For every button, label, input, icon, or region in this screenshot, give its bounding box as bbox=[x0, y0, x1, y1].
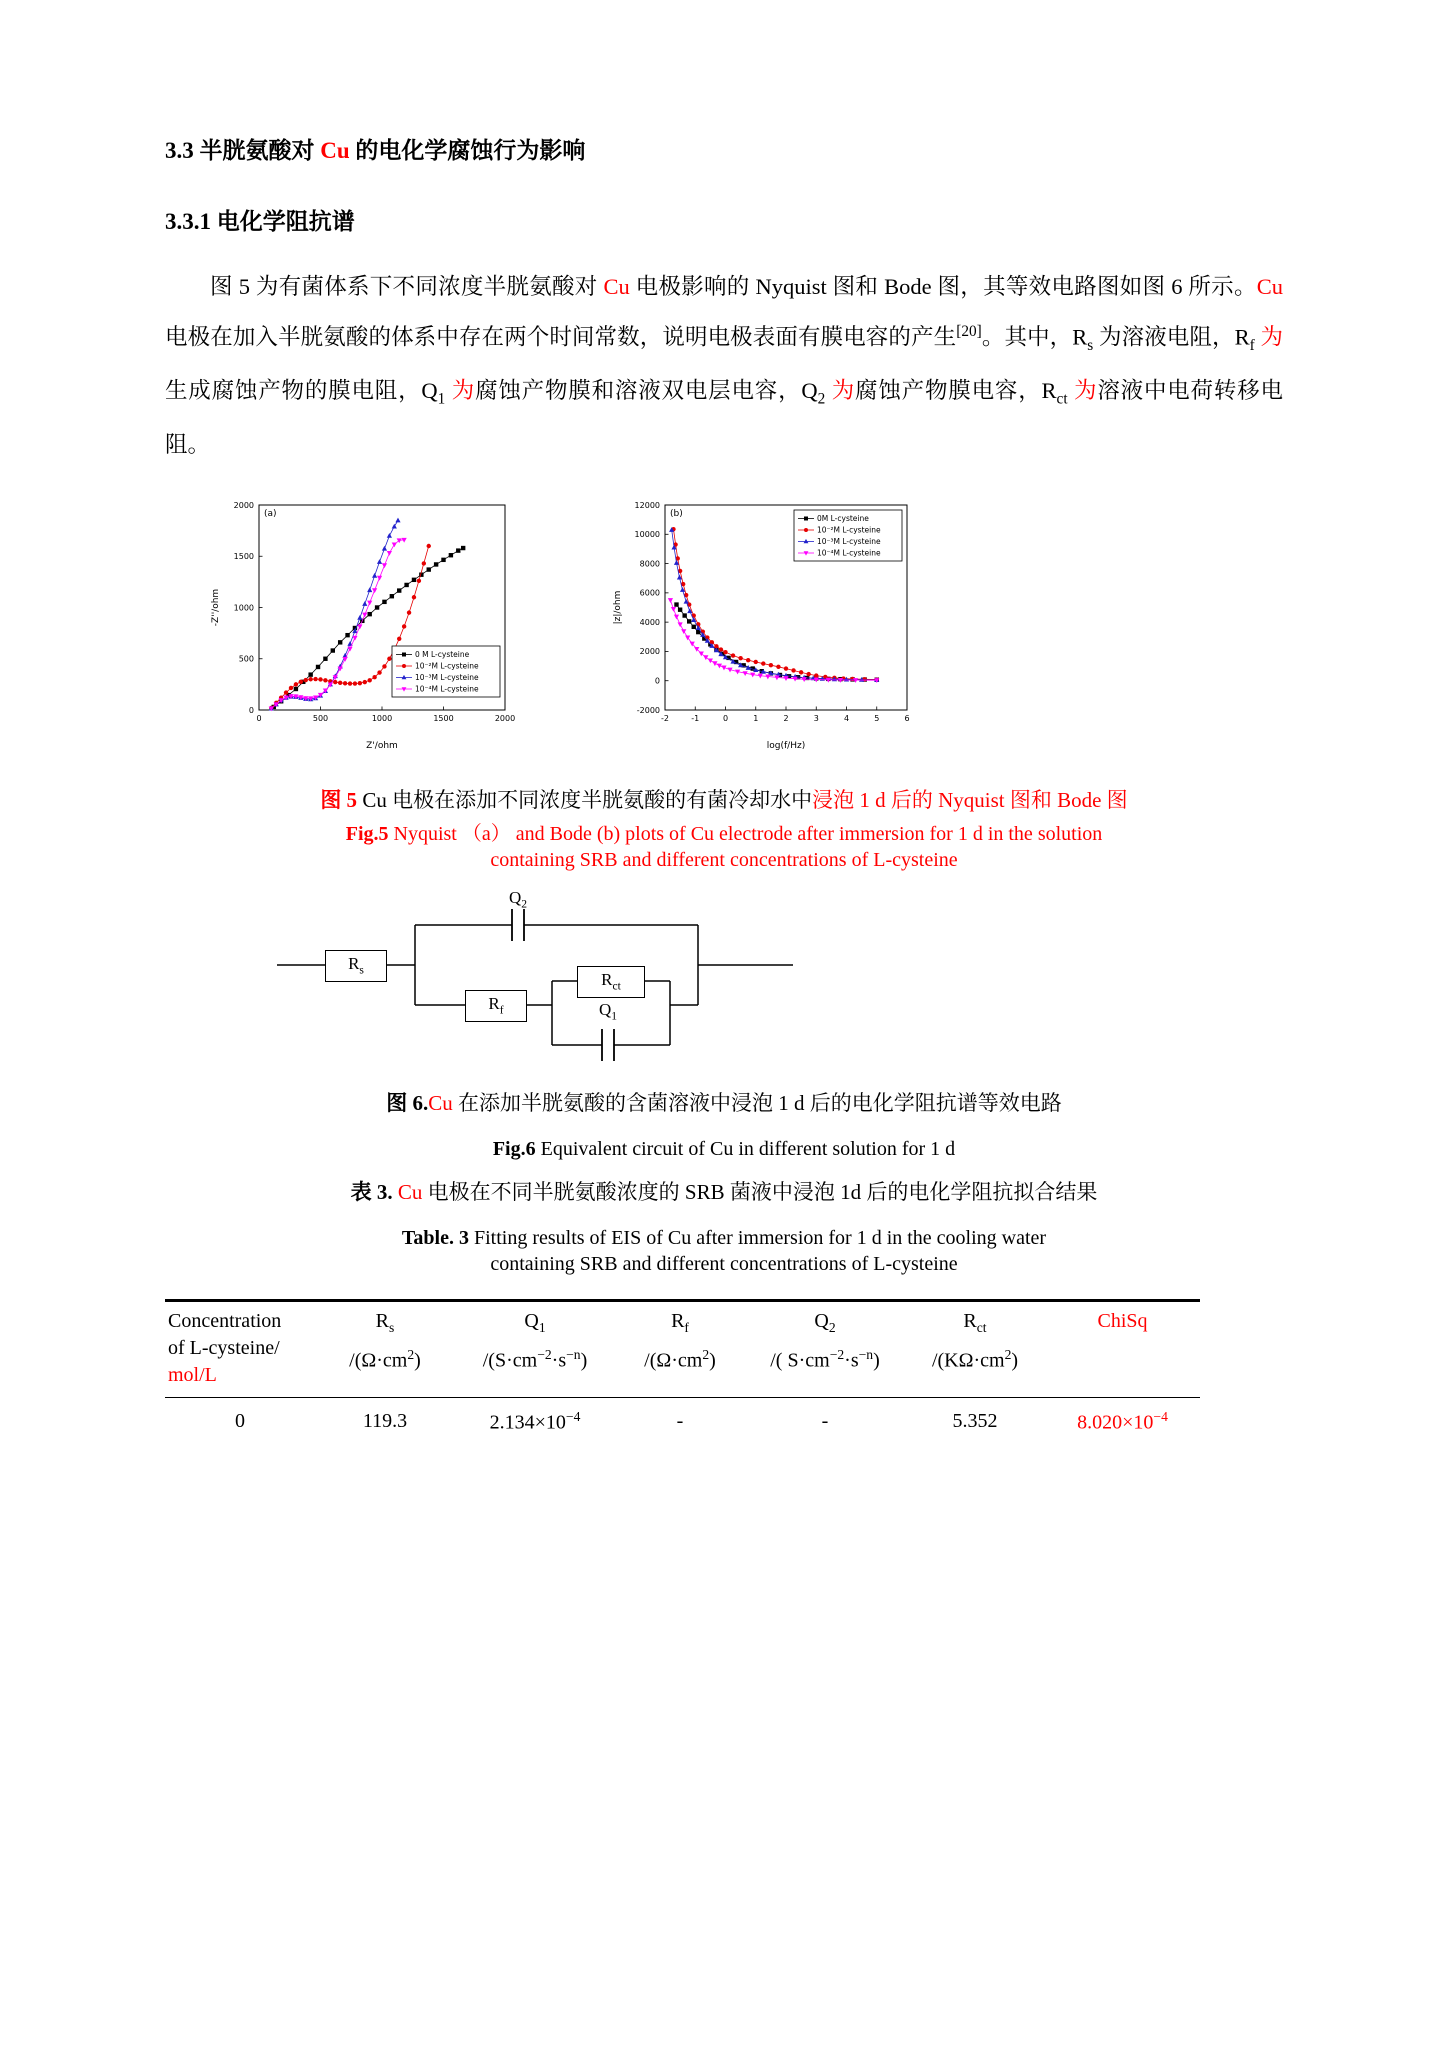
svg-text:1500: 1500 bbox=[433, 713, 454, 723]
svg-text:(a): (a) bbox=[264, 508, 277, 519]
eis-table-cell-col6: $8.020\times 10^{-4}$ bbox=[1077, 1408, 1168, 1434]
svg-text:0: 0 bbox=[248, 705, 254, 715]
eis-table-cell-col2: $2.134\times 10^{-4}$ bbox=[489, 1408, 581, 1434]
section-heading-3-3-1: 3.3.1 电化学阻抗谱 bbox=[165, 209, 355, 234]
q1-capacitor-label: $Q_1$ bbox=[598, 999, 618, 1022]
bode-chart-svg bbox=[609, 493, 919, 754]
svg-text:|z|/ohm: |z|/ohm bbox=[613, 590, 623, 624]
svg-text:500: 500 bbox=[238, 654, 254, 664]
table3-caption-en-line2: containing SRB and different concentrations of L-cysteine bbox=[490, 1252, 958, 1275]
section-heading-3-3: 3.3 半胱氨酸对 Cu 的电化学腐蚀行为影响 bbox=[165, 138, 586, 163]
svg-text:-Z''/ohm: -Z''/ohm bbox=[211, 588, 221, 626]
svg-text:6: 6 bbox=[904, 713, 910, 723]
figure6-caption-en: Fig.6 Equivalent circuit of Cu in different solution for 1 d bbox=[492, 1137, 956, 1160]
eis-table-header-col3: $R_f$ $/(\Omega\cdot cm^2)$ bbox=[615, 1300, 745, 1397]
svg-text:10⁻⁴M L-cysteine: 10⁻⁴M L-cysteine bbox=[817, 548, 881, 558]
figure5-caption-en-line2: containing SRB and different concentrations of L-cysteine bbox=[490, 848, 958, 871]
svg-text:10⁻²M L-cysteine: 10⁻²M L-cysteine bbox=[817, 525, 881, 535]
body-paragraph: 图 5 为有菌体系下不同浓度半胱氨酸对 Cu 电极影响的 Nyquist 图和 Bode 图，其等效电路图如图 6 所示。Cu 电极在加入半胱氨酸的体系中存在两个时间常数，说明电极表面有膜电容的产生[20]。其中，$R_s$ 为溶液电阻，$R_f$ 为生成腐蚀产物的膜电阻，$Q_1$ 为腐蚀产物膜和溶液双电层电容，$Q_2$ 为腐蚀产物膜电容，$R_{ct}$ 为溶液中电荷转移电阻。 bbox=[165, 274, 1283, 457]
svg-text:1000: 1000 bbox=[371, 713, 393, 723]
circuit-wires-svg bbox=[265, 893, 805, 1075]
svg-text:Z'/ohm: Z'/ohm bbox=[366, 740, 398, 751]
eis-table-header-col1: $R_s$ $/(\Omega\cdot cm^2)$ bbox=[315, 1300, 455, 1397]
equivalent-circuit-diagram bbox=[265, 887, 805, 1075]
rs-label: $R_s$ bbox=[348, 954, 364, 977]
svg-text:0 M L-cysteine: 0 M L-cysteine bbox=[415, 649, 470, 659]
svg-text:2000: 2000 bbox=[494, 713, 516, 723]
svg-text:10000: 10000 bbox=[634, 529, 660, 539]
svg-text:0M L-cysteine: 0M L-cysteine bbox=[817, 513, 869, 523]
rct-label: $R_{ct}$ bbox=[601, 970, 621, 993]
svg-text:0: 0 bbox=[654, 676, 660, 686]
svg-text:6000: 6000 bbox=[639, 588, 660, 598]
svg-text:2: 2 bbox=[783, 713, 789, 723]
svg-text:10⁻⁴M L-cysteine: 10⁻⁴M L-cysteine bbox=[415, 684, 479, 694]
eis-table-header-col2: $Q_1$ $/(S\cdot cm^{-2}\cdot s^{-n})$ bbox=[455, 1300, 615, 1397]
svg-text:10⁻²M L-cysteine: 10⁻²M L-cysteine bbox=[415, 661, 479, 671]
figure6-caption-cn: 图 6.Cu 在添加半胱氨酸的含菌溶液中浸泡 1 d 后的电化学阻抗谱等效电路 bbox=[386, 1090, 1062, 1115]
eis-table-header-col4: $Q_2$ /( $S\cdot cm^{-2}\cdot s^{-n}$) bbox=[745, 1300, 905, 1397]
q2-capacitor-label: $Q_2$ bbox=[508, 887, 528, 910]
nyquist-chart-svg bbox=[207, 493, 517, 754]
svg-text:0: 0 bbox=[256, 713, 262, 723]
figure5-charts bbox=[207, 493, 1283, 754]
rs-resistor-box bbox=[325, 950, 387, 982]
svg-text:500: 500 bbox=[312, 713, 329, 723]
table3-caption-cn: 表 3. Cu 电极在不同半胱氨酸浓度的 SRB 菌液中浸泡 1d 后的电化学阻抗拟合结果 bbox=[350, 1179, 1098, 1204]
eis-table-cell-col5: 5.352 bbox=[952, 1409, 998, 1432]
svg-text:1500: 1500 bbox=[233, 551, 254, 561]
eis-table-cell-col3: - bbox=[676, 1409, 684, 1432]
svg-text:(b): (b) bbox=[670, 508, 683, 519]
figure5-caption-en-line1: Fig.5 Nyquist （a） and Bode (b) plots of Cu electrode after immersion for 1 d in the solution bbox=[345, 822, 1103, 845]
svg-text:12000: 12000 bbox=[634, 500, 660, 510]
svg-text:1000: 1000 bbox=[233, 602, 254, 612]
eis-table-header-col0: Concentration of L-cysteine/ mol/L bbox=[165, 1300, 315, 1397]
rf-label: $R_f$ bbox=[488, 994, 504, 1017]
eis-table bbox=[165, 1299, 1200, 1449]
eis-table-data-row bbox=[165, 1397, 1200, 1448]
eis-table-cell-col4: - bbox=[821, 1409, 829, 1432]
svg-text:10⁻³M L-cysteine: 10⁻³M L-cysteine bbox=[817, 536, 881, 546]
eis-table-cell-col1: 119.3 bbox=[362, 1409, 408, 1432]
svg-text:5: 5 bbox=[874, 713, 880, 723]
rf-resistor-box bbox=[465, 990, 527, 1022]
svg-text:2000: 2000 bbox=[233, 500, 254, 510]
svg-text:-2: -2 bbox=[661, 713, 669, 723]
svg-text:0: 0 bbox=[722, 713, 729, 723]
svg-text:log(f/Hz): log(f/Hz) bbox=[766, 740, 806, 751]
svg-text:2000: 2000 bbox=[639, 646, 660, 656]
table3-caption-en-line1: Table. 3 Fitting results of EIS of Cu after immersion for 1 d in the cooling water bbox=[401, 1226, 1047, 1249]
svg-text:-1: -1 bbox=[691, 713, 700, 723]
svg-text:3: 3 bbox=[813, 713, 819, 723]
rct-resistor-box bbox=[577, 966, 645, 998]
eis-table-cell-col0: 0 bbox=[235, 1409, 245, 1432]
svg-text:10⁻³M L-cysteine: 10⁻³M L-cysteine bbox=[415, 672, 479, 682]
svg-text:4000: 4000 bbox=[639, 617, 660, 627]
eis-table-header-col6: ChiSq bbox=[1045, 1300, 1200, 1397]
eis-table-header-col5: $R_{ct}$ $/(K\Omega\cdot cm^2)$ bbox=[905, 1300, 1045, 1397]
svg-text:4: 4 bbox=[843, 713, 850, 723]
svg-text:-2000: -2000 bbox=[636, 705, 660, 715]
svg-text:8000: 8000 bbox=[639, 558, 660, 568]
svg-text:1: 1 bbox=[753, 713, 759, 723]
figure5-caption-cn: 图 5 Cu 电极在添加不同浓度半胱氨酸的有菌冷却水中浸泡 1 d 后的 Nyquist 图和 Bode 图 bbox=[320, 787, 1128, 812]
